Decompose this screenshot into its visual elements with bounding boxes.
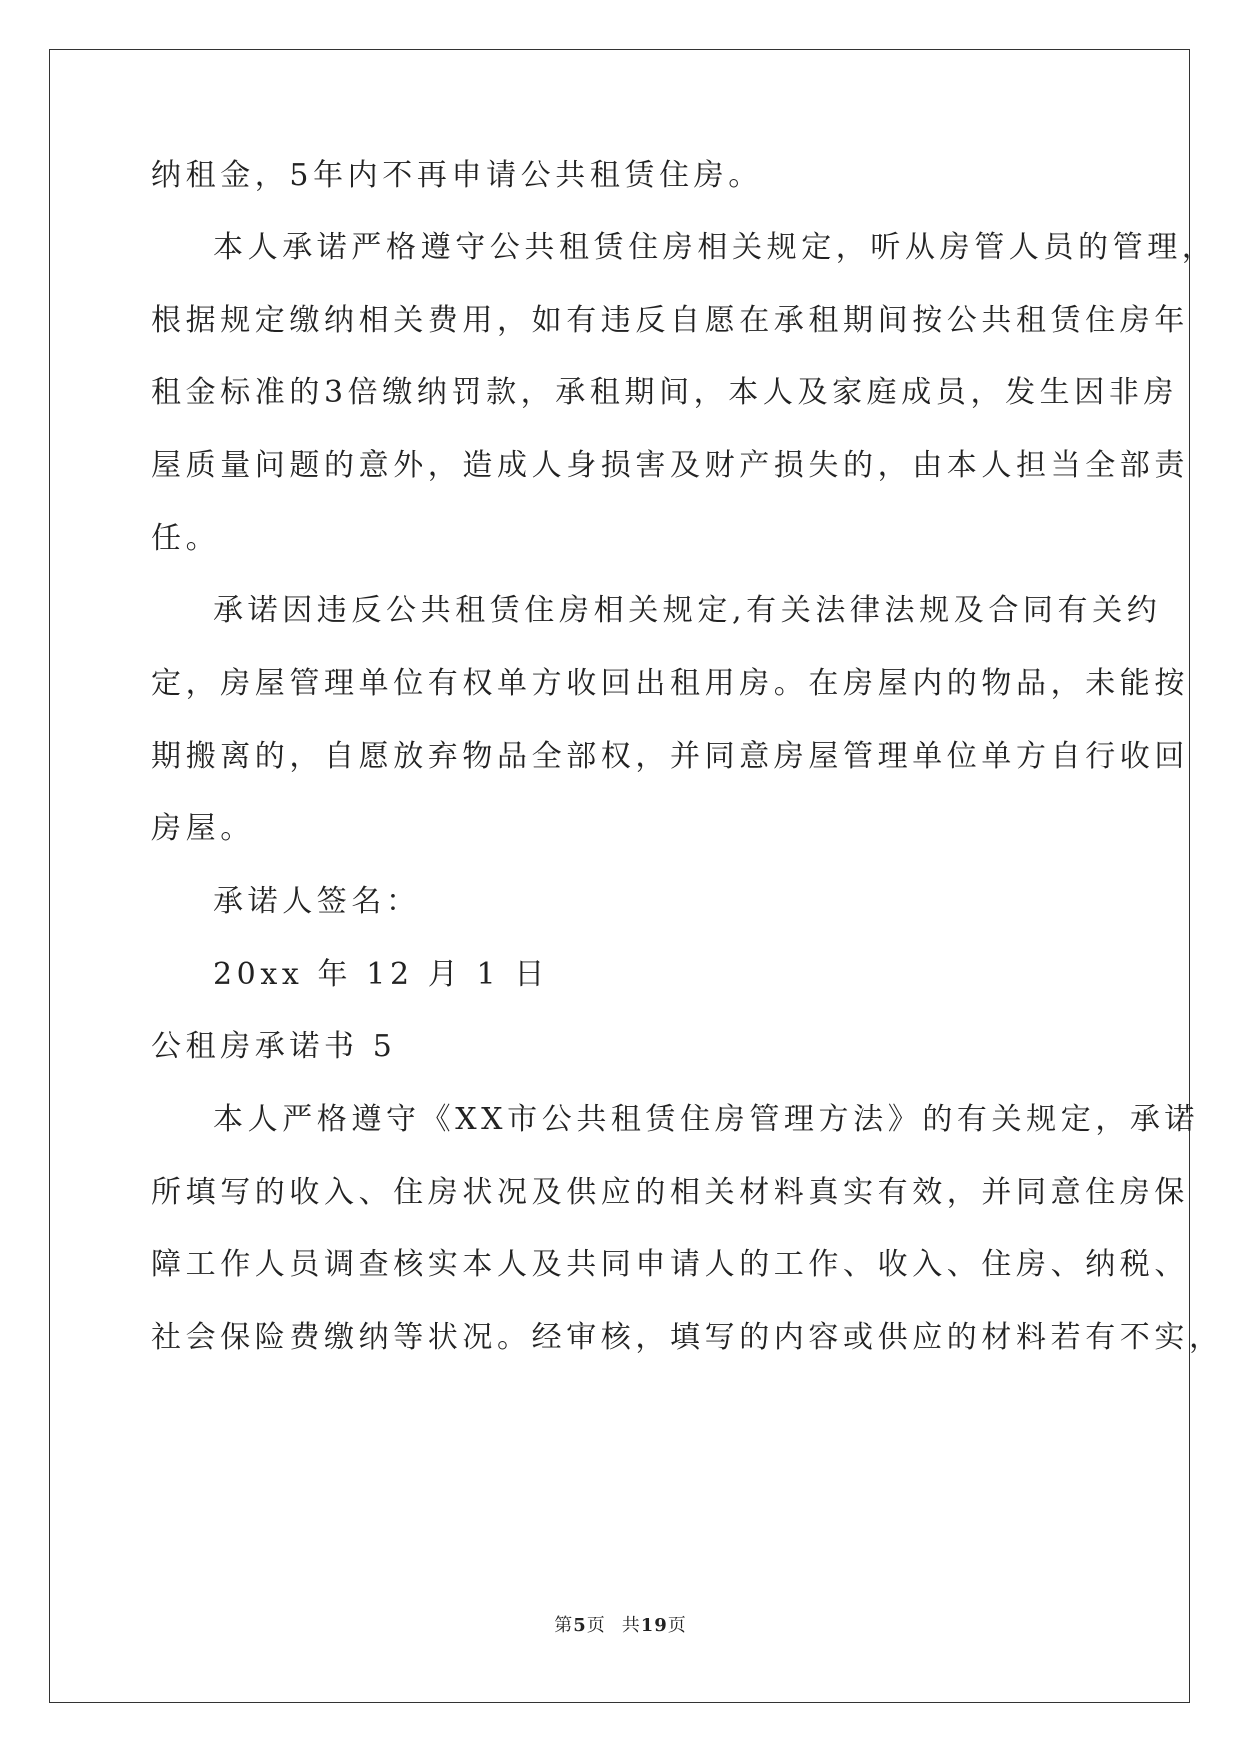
text-line: 任。 xyxy=(151,521,221,556)
text-line: 屋质量问题的意外，造成人身损害及财产损失的，由本人担当全部责 xyxy=(151,448,1189,483)
text-line: 根据规定缴纳相关费用，如有违反自愿在承租期间按公共租赁住房年 xyxy=(151,303,1189,338)
text-line: 期搬离的，自愿放弃物品全部权，并同意房屋管理单位单方自行收回 xyxy=(151,739,1189,774)
text-line: 租金标准的3倍缴纳罚款，承租期间，本人及家庭成员，发生因非房 xyxy=(151,375,1179,410)
text-line: 本人承诺严格遵守公共租赁住房相关规定，听从房管人员的管理， xyxy=(213,230,1217,265)
page-border xyxy=(49,49,1190,1703)
text-line: 承诺因违反公共租赁住房相关规定,有关法律法规及合同有关约 xyxy=(213,593,1162,628)
section-heading: 公租房承诺书 5 xyxy=(151,1029,397,1064)
text-line: 定，房屋管理单位有权单方收回出租用房。在房屋内的物品，未能按 xyxy=(151,666,1189,701)
date-line: 20xx 年 12 月 1 日 xyxy=(213,957,549,992)
signature-label: 承诺人签名： xyxy=(213,884,421,919)
text-line: 本人严格遵守《XX市公共租赁住房管理方法》的有关规定，承诺 xyxy=(213,1102,1200,1137)
text-line: 障工作人员调查核实本人及共同申请人的工作、收入、住房、纳税、 xyxy=(151,1247,1189,1282)
page-footer xyxy=(0,1614,1241,1638)
text-line: 纳租金，5年内不再申请公共租赁住房。 xyxy=(151,158,763,193)
page-suffix: 页 xyxy=(586,1615,606,1636)
text-line: 所填写的收入、住房状况及供应的相关材料真实有效，并同意住房保 xyxy=(151,1175,1189,1210)
total-suffix: 页 xyxy=(667,1615,687,1636)
page-prefix: 第 xyxy=(554,1615,574,1636)
total-pages: 19 xyxy=(640,1615,668,1636)
total-prefix: 共 xyxy=(621,1615,641,1636)
text-line: 社会保险费缴纳等状况。经审核，填写的内容或供应的材料若有不实， xyxy=(151,1320,1224,1355)
text-line: 房屋。 xyxy=(151,811,255,846)
page-number: 5 xyxy=(573,1615,587,1636)
